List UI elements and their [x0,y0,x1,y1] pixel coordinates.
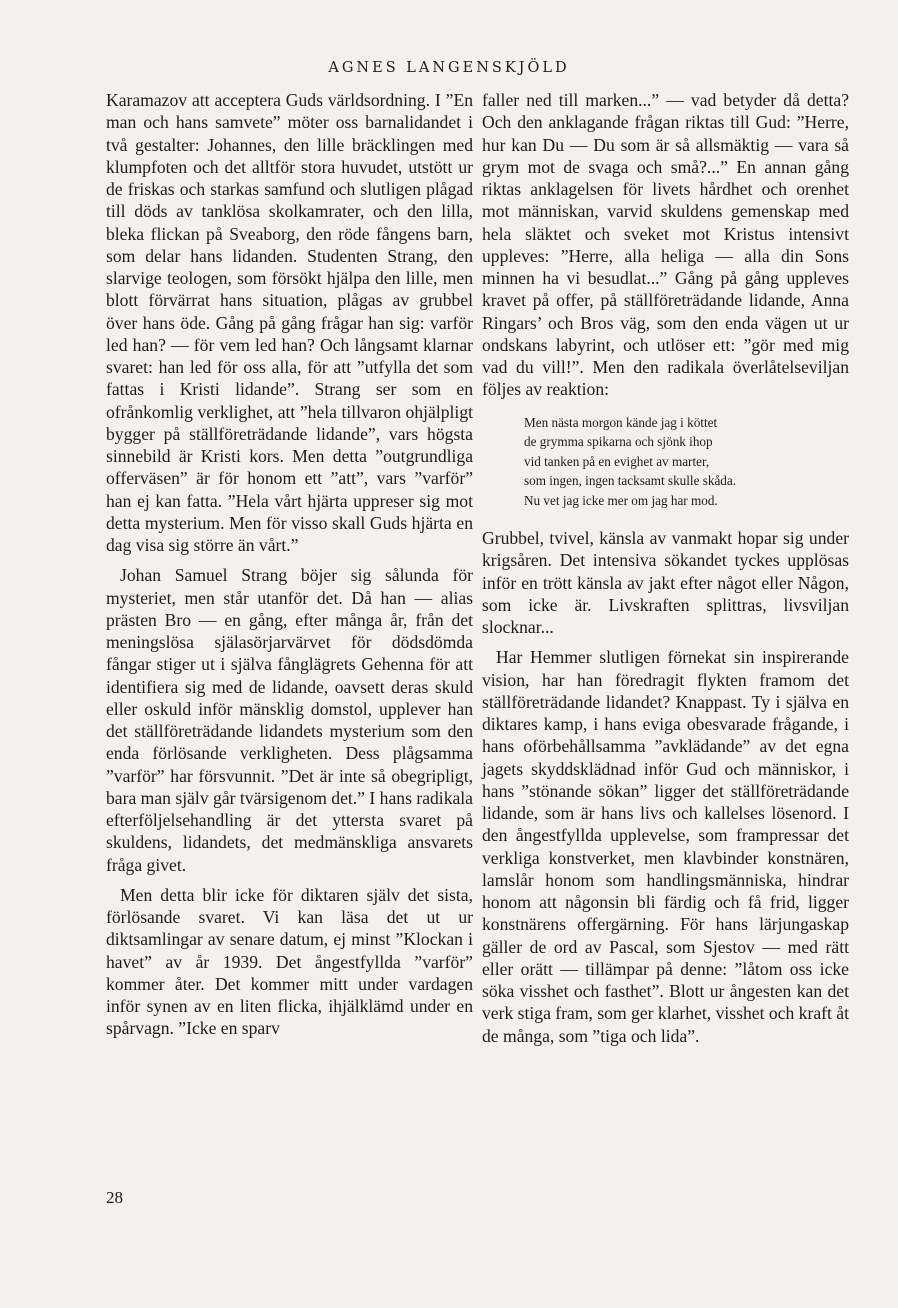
paragraph: Har Hemmer slutligen förnekat sin inspirerande vision, har han föredragit flykten framom det ställföreträdande lidandet? Knappast. Ty i själva en diktares kamp, i hans eviga obesvarade frågande, i hans oförbehållsamma ”avklädande” av det egna jagets skyddsklädnad inför Gud och människor, i hans ”stönande sökan” ligger det ställföreträdande lidande, som är hans livs och kallelses lösenord. I den ångestfyllda upplevelse, som frampressar det verkliga konstverket, men klavbinder konstnären, lamslår honom som handlingsmänniska, hindrar honom att någonsin bli färdig och få frid, ligger konstnärens offergärning. För hans lärjungaskap gäller de ord av Pascal, som Sjestov — med rätt eller orätt — tillämpar på denne: ”låtom oss icke söka visshet och fasthet”. Blott ur ångesten kan det verk stiga fram, som ger klarhet, visshet och kraft åt de många, som ”tiga och lida”. [482,647,849,1046]
right-column [482,89,849,1047]
page-number: 28 [106,1188,123,1207]
poem-line: Men nästa morgon kände jag i köttet [524,414,718,430]
paragraph: Grubbel, tvivel, känsla av vanmakt hopar sig under krigsåren. Det intensiva sökandet tyckes upplösas inför en trött känsla av jakt efter något eller Någon, som icke är. Livskraften splittras, livsviljan slocknar... [482,528,849,637]
poem-quote [524,413,849,511]
poem-line: vid tanken på en evighet av marter, [524,453,710,469]
poem-line: de grymma spikarna och sjönk ihop [524,434,713,449]
poem-line: Nu vet jag icke mer om jag har mod. [524,492,718,508]
paragraph: faller ned till marken...” — vad betyder då detta? Och den anklagande frågan riktas till Gud: ”Herre, hur kan Du — Du som är så allsmäktig — vara så grym mot de svaga och små?...” En annan gång riktas anklagelsen för livets hårdhet och orenhet mot människan, varvid skuldens gemenskap med hela släktet och sveket mot Kristus intensivt uppleves: ”Herre, alla heliga — alla din Sons minnen ha vi besudlat...” Gång på gång uppleves kravet på offer, på ställföreträdande lidande, Anna Ringars’ och Bros väg, som den enda vägen ut ur ondskans labyrint, och utlöser ett: ”gör med mig vad du vill!”. Men den radikala överlåtelseviljan följes av reaktion: [482,90,849,400]
paragraph: Karamazov att acceptera Guds världsordning. I ”En man och hans samvete” möter oss barnalidandet i två gestalter: Johannes, den lille bräcklingen med klumpfoten och det alltför stora huvudet, utstött ur de friskas och starkas samfund och slutligen plågad till döds av tanklösa skolkamrater, och den lilla, bleka flickan på Sveaborg, den röde fångens barn, som delar hans lidanden. Studenten Strang, den slarvige teologen, som försökt hjälpa den lille, men blott förvärrat hans situation, plågas av grubbel över hans öde. Gång på gång frågar han sig: varför led han? — för vem led han? Och långsamt klarnar svaret: han led för oss alla, för att ”utfylla det som fattas i Kristi lidande”. Strang ser som en ofrånkomlig verklighet, att ”hela tillvaron ohjälpligt bygger på ställföreträdande lidande”, vars högsta sinnebild är Kristi kors. Men detta ”outgrundliga offerväsen” är för honom ett ”att”, vars ”varför” han ej kan fatta. ”Hela vårt hjärta uppreser sig mot detta mysterium. Men för visso skall Guds hjärta en dag visa sig större än vårt.” [106,90,473,555]
running-header: AGNES LANGENSKJÖLD [328,60,570,76]
paragraph: Johan Samuel Strang böjer sig sålunda för mysteriet, men står utanför det. Då han — alias prästen Bro — en gång, efter många år, från det meningslösa själasörjarvärvet för dödsdömda fångar stiger ut i själva fånglägrets Gehenna för att identifiera sig med de lidande, oavsett deras skuld eller oskuld inför mänsklig domstol, upplever han det ställföreträdande lidandets mysterium som den enda förlösande verkligheten. Dess plågsamma ”varför” har försvunnit. ”Det är inte så obegripligt, bara man själv går tvärsigenom det.” I hans radikala efterföljelsehandling är det yttersta svaret på skuldens, lidandets, det medmänskliga ansvarets fråga givet. [106,565,473,875]
poem-line: som ingen, ingen tacksamt skulle skåda. [524,473,737,488]
paragraph: Men detta blir icke för diktaren själv det sista, förlösande svaret. Vi kan läsa det ut ur diktsamlingar av senare datum, ej minst ”Klockan i havet” av år 1939. Det ångestfyllda ”varför” kommer åter. Det kommer mitt under vardagen inför synen av en liten flicka, ihjälklämd under en spårvagn. ”Icke en sparv [106,884,473,1039]
left-column [106,89,473,1040]
